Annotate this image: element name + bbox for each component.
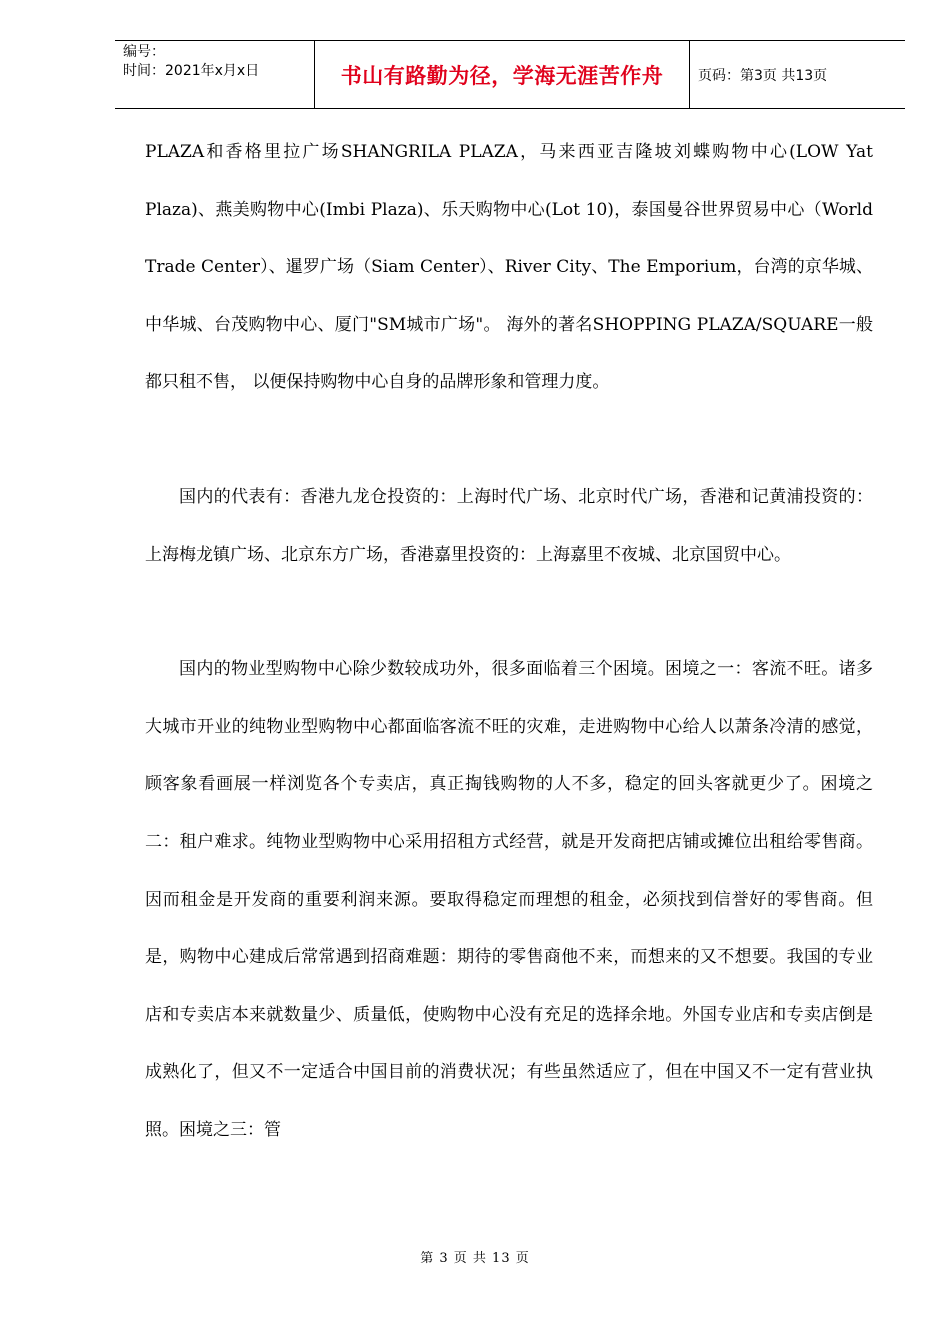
header-motto: 书山有路勤为径，学海无涯苦作舟 xyxy=(315,41,690,108)
paragraph-domestic-difficulties: 国内的物业型购物中心除少数较成功外，很多面临着三个困境。困境之一：客流不旺。诸多大城市开业的纯物业型购物中心都面临客流不旺的灾难，走进购物中心给人以萧条冷清的感觉，顾客象看画展一样浏览各个专卖店，真正掏钱购物的人不多，稳定的回头客就更少了。困境之二：租户难求。纯物业型购物中心采用招租方式经营，就是开发商把店铺或摊位出租给零售商。因而租金是开发商的重要利润来源。要取得稳定而理想的租金，必须找到信誉好的零售商。但是，购物中心建成后常常遇到招商难题：期待的零售商他不来，而想来的又不想要。我国的专业店和专卖店本来就数量少、质量低，使购物中心没有充足的选择余地。外国专业店和专卖店倒是成熟化了，但又不一定适合中国目前的消费状况；有些虽然适应了，但在中国又不一定有营业执照。困境之三：管 xyxy=(145,659,873,1140)
header-page-info: 页码：第3页 共13页 xyxy=(698,67,828,84)
document-number-label: 编号： xyxy=(123,44,165,60)
header-meta xyxy=(115,41,315,108)
document-time-label: 时间：2021年x月x日 xyxy=(123,63,260,79)
paragraph-overseas-examples: PLAZA和香格里拉广场SHANGRILA PLAZA，马来西亚吉隆坡刘蝶购物中心(LOW Yat Plaza)、燕美购物中心(Imbi Plaza)、乐天购物中心(Lot 10)，泰国曼谷世界贸易中心（World Trade Center）、暹罗广场（Siam Center）、River City、The Emporium，台湾的京华城、中华城、台茂购物中心、厦门"SM城市广场"。 海外的著名SHOPPING PLAZA/SQUARE一般都只租不售， 以便保持购物中心自身的品牌形象和管理力度。 xyxy=(145,142,873,393)
paragraph-spacer xyxy=(145,584,873,641)
paragraph-spacer xyxy=(145,412,873,469)
page-header xyxy=(115,40,905,109)
paragraph-domestic-representatives: 国内的代表有：香港九龙仓投资的：上海时代广场、北京时代广场，香港和记黄浦投资的：上海梅龙镇广场、北京东方广场，香港嘉里投资的：上海嘉里不夜城、北京国贸中心。 xyxy=(145,486,873,565)
document-body xyxy=(145,124,873,1160)
page-footer: 第 3 页 共 13 页 xyxy=(420,1251,530,1266)
